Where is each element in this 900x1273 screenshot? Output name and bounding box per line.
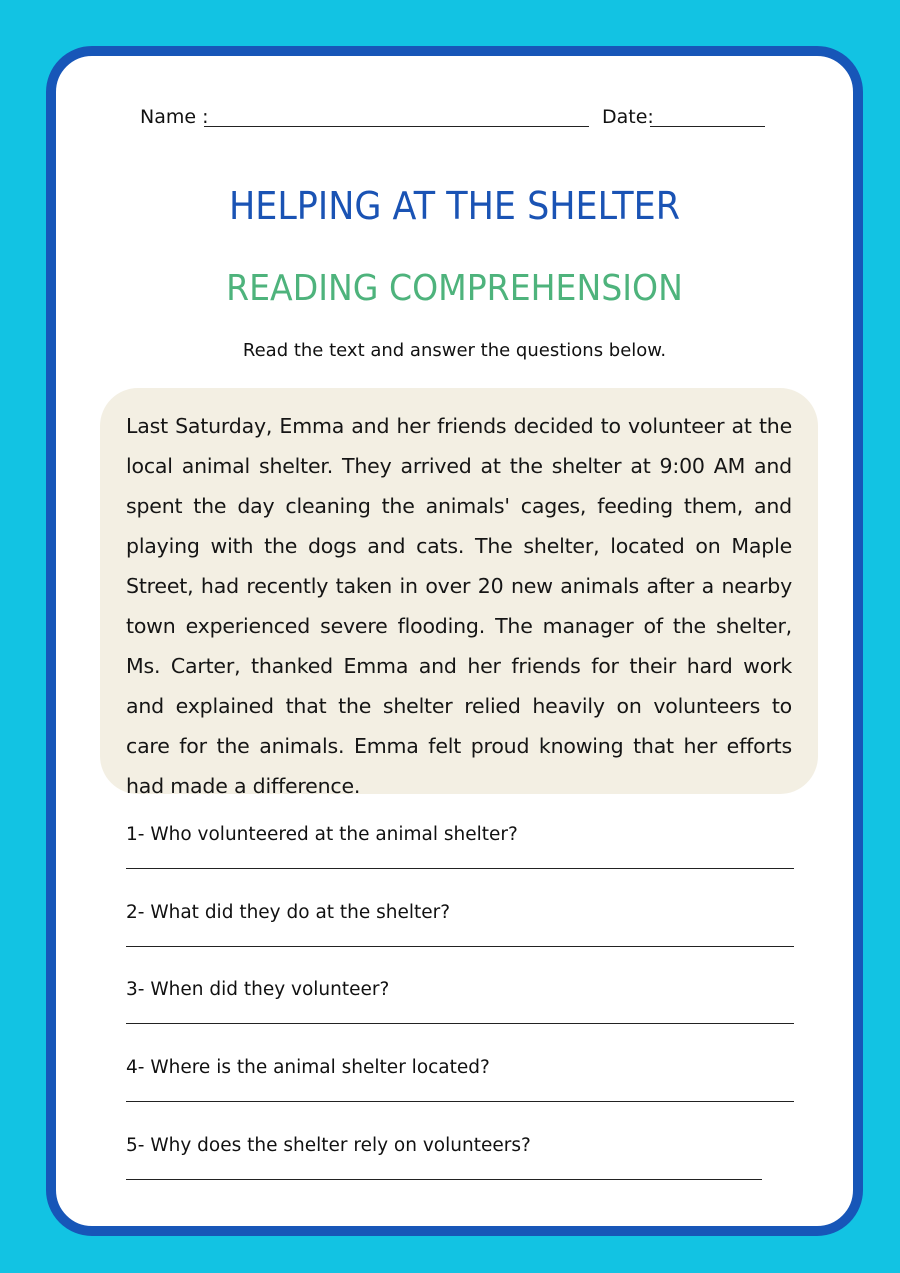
question-4 — [126, 1057, 794, 1078]
date-label: Date: — [602, 106, 654, 128]
reading-passage: Last Saturday, Emma and her friends decided to volunteer at the local animal shelter. They arrived at the shelter at 9:00 AM and spent the day cleaning the animals' cages, feeding them, and playing with the dogs and cats. The shelter, located on Maple Street, had recently taken in over 20 new animals after a nearby town experienced severe flooding. The manager of the shelter, Ms. Carter, thanked Emma and her friends for their hard work and explained that the shelter relied heavily on volunteers to care for the animals. Emma felt proud knowing that her efforts had made a difference. — [126, 414, 792, 798]
name-date-row — [140, 106, 780, 136]
answer-line-2[interactable] — [126, 946, 794, 947]
name-label: Name : — [140, 106, 209, 128]
answer-line-3[interactable] — [126, 1023, 794, 1024]
name-field-line[interactable] — [204, 126, 589, 127]
question-text: 1- Who volunteered at the animal shelter? — [126, 824, 518, 845]
question-text: 2- What did they do at the shelter? — [126, 902, 451, 923]
question-1 — [126, 824, 794, 845]
question-text: 3- When did they volunteer? — [126, 979, 390, 1000]
answer-line-4[interactable] — [126, 1101, 794, 1102]
answer-line-5[interactable] — [126, 1179, 762, 1180]
question-5 — [126, 1135, 794, 1156]
question-text: 5- Why does the shelter rely on volunteers? — [126, 1135, 531, 1156]
question-2 — [126, 902, 794, 923]
question-3 — [126, 979, 794, 1000]
question-text: 4- Where is the animal shelter located? — [126, 1057, 490, 1078]
worksheet-subtitle: READING COMPREHENSION — [226, 268, 683, 309]
date-field-line[interactable] — [650, 126, 765, 127]
passage-box — [100, 388, 818, 798]
worksheet-card — [46, 46, 863, 1236]
instruction-text: Read the text and answer the questions below. — [242, 340, 667, 361]
answer-line-1[interactable] — [126, 868, 794, 869]
worksheet-title: HELPING AT THE SHELTER — [228, 184, 681, 228]
